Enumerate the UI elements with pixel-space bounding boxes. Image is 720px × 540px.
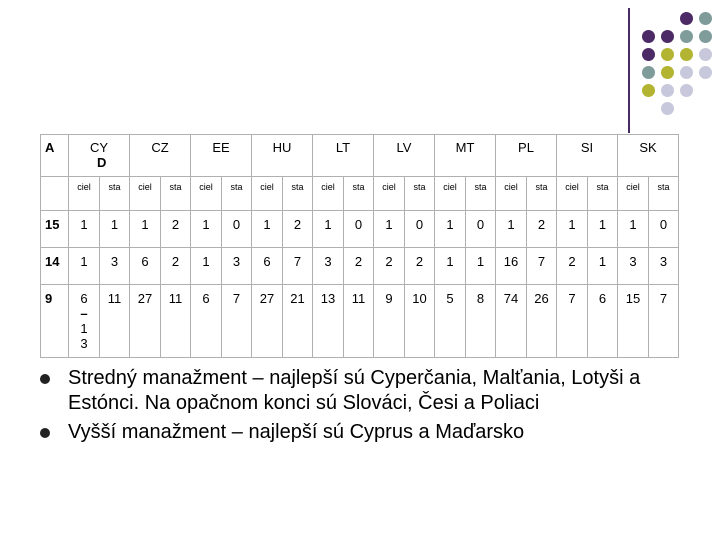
table-cell: 1 <box>496 211 527 248</box>
bullet-dot-icon <box>40 374 50 384</box>
decorative-dot <box>642 84 655 97</box>
sub-header-sta: sta <box>588 177 618 211</box>
table-cell: 2 <box>557 248 588 285</box>
table-cell: 10 <box>405 285 435 358</box>
sub-header-ciel: ciel <box>435 177 466 211</box>
decorative-dot <box>661 66 674 79</box>
table-cell: 6 <box>588 285 618 358</box>
sub-header-sta: sta <box>344 177 374 211</box>
table-cell: 1 <box>618 211 649 248</box>
cy-main-value: 6 <box>80 291 88 306</box>
country-header: EE <box>191 135 252 177</box>
table-cell: 7 <box>557 285 588 358</box>
sub-header-row <box>41 177 679 211</box>
table-cell: 1 <box>374 211 405 248</box>
table-cell: 0 <box>222 211 252 248</box>
table-cell: 3 <box>313 248 344 285</box>
decorative-dot <box>642 66 655 79</box>
table-cell: 2 <box>161 248 191 285</box>
data-table <box>40 134 679 358</box>
table-cell: 13 <box>313 285 344 358</box>
table-cell: 6 <box>130 248 161 285</box>
row-label: 9 <box>41 285 69 358</box>
decorative-dot <box>699 48 712 61</box>
table-cell: 3 <box>222 248 252 285</box>
bullet-dot-icon <box>40 428 50 438</box>
table-cell: 1 <box>557 211 588 248</box>
table-cell: 21 <box>283 285 313 358</box>
sub-header-sta: sta <box>161 177 191 211</box>
decorative-vertical-line <box>628 8 630 133</box>
decorative-dot <box>680 12 693 25</box>
decorative-dot <box>661 48 674 61</box>
country-header: LT <box>313 135 374 177</box>
table-cell: 2 <box>344 248 374 285</box>
table-cell: 26 <box>527 285 557 358</box>
country-header-cy <box>69 135 130 177</box>
table-cell: 1 <box>191 211 222 248</box>
country-header: HU <box>252 135 313 177</box>
bullet-item <box>40 366 700 416</box>
table-cell: 1 <box>313 211 344 248</box>
table-cell: 3 <box>649 248 679 285</box>
table-cell: 8 <box>466 285 496 358</box>
bullet-text: Vyšší manažment – najlepší sú Cyprus a Maďarsko <box>68 421 525 443</box>
sub-header-sta: sta <box>100 177 130 211</box>
table-cell: 0 <box>649 211 679 248</box>
table-cell: 0 <box>405 211 435 248</box>
decorative-dot <box>680 30 693 43</box>
table-cell: 1 <box>130 211 161 248</box>
table-cell: 2 <box>527 211 557 248</box>
table-cell: 1 <box>588 211 618 248</box>
decorative-dot <box>642 30 655 43</box>
table-cell: 6 <box>252 248 283 285</box>
table-cell: 15 <box>618 285 649 358</box>
sub-header-ciel: ciel <box>374 177 405 211</box>
sub-header-empty <box>41 177 69 211</box>
table-cell: 0 <box>344 211 374 248</box>
country-header: PL <box>496 135 557 177</box>
bullet-item <box>40 420 700 445</box>
cy-extra-2: 3 <box>80 336 88 351</box>
decorative-dot <box>661 30 674 43</box>
decorative-dot <box>699 66 712 79</box>
sub-header-ciel: ciel <box>557 177 588 211</box>
table-cell <box>69 285 100 358</box>
country-header: CZ <box>130 135 191 177</box>
table-row <box>41 248 679 285</box>
sub-header-ciel: ciel <box>313 177 344 211</box>
sub-header-sta: sta <box>649 177 679 211</box>
decorative-dot <box>642 48 655 61</box>
bullet-list <box>40 366 700 449</box>
cy-sub-label: D <box>97 155 107 170</box>
table-cell: 16 <box>496 248 527 285</box>
sub-header-sta: sta <box>466 177 496 211</box>
table-cell: 3 <box>618 248 649 285</box>
country-header: LV <box>374 135 435 177</box>
sub-header-sta: sta <box>283 177 313 211</box>
table-cell: 1 <box>588 248 618 285</box>
sub-header-ciel: ciel <box>191 177 222 211</box>
table-cell: 2 <box>374 248 405 285</box>
table-cell: 2 <box>161 211 191 248</box>
table-cell: 7 <box>283 248 313 285</box>
table-cell: 27 <box>252 285 283 358</box>
table-cell: 2 <box>405 248 435 285</box>
sub-header-ciel: ciel <box>130 177 161 211</box>
country-header-row <box>41 135 679 177</box>
table-cell: 7 <box>649 285 679 358</box>
decorative-dot <box>680 84 693 97</box>
table-cell: 11 <box>161 285 191 358</box>
table-cell: 1 <box>252 211 283 248</box>
decorative-dot <box>699 12 712 25</box>
decorative-dot <box>661 102 674 115</box>
country-header: MT <box>435 135 496 177</box>
table-cell: 7 <box>527 248 557 285</box>
decorative-dot <box>680 48 693 61</box>
table-cell: 1 <box>69 248 100 285</box>
cy-extra-dash: – <box>80 306 88 321</box>
table-cell: 74 <box>496 285 527 358</box>
table-row <box>41 211 679 248</box>
sub-header-ciel: ciel <box>618 177 649 211</box>
sub-header-ciel: ciel <box>252 177 283 211</box>
bullet-text: Stredný manažment – najlepší sú Cyperčania, Malťania, Lotyši a Estónci. Na opačnom konci sú Slováci, Česi a Poliaci <box>68 367 641 414</box>
corner-label: A <box>41 135 69 177</box>
cy-label: CY <box>89 140 109 155</box>
decorative-dot <box>699 30 712 43</box>
row-label: 15 <box>41 211 69 248</box>
sub-header-sta: sta <box>405 177 435 211</box>
table-cell: 9 <box>374 285 405 358</box>
country-header: SI <box>557 135 618 177</box>
row-label: 14 <box>41 248 69 285</box>
table-cell: 1 <box>69 211 100 248</box>
table-cell: 7 <box>222 285 252 358</box>
table-cell: 6 <box>191 285 222 358</box>
table-cell: 11 <box>344 285 374 358</box>
table-cell: 1 <box>435 248 466 285</box>
sub-header-sta: sta <box>527 177 557 211</box>
decorative-dot <box>661 84 674 97</box>
table-row <box>41 285 679 358</box>
table-cell: 1 <box>100 211 130 248</box>
table-cell: 11 <box>100 285 130 358</box>
table-cell: 1 <box>435 211 466 248</box>
decorative-dot-grid <box>628 8 720 128</box>
table-cell: 1 <box>191 248 222 285</box>
table-cell: 27 <box>130 285 161 358</box>
sub-header-ciel: ciel <box>69 177 100 211</box>
sub-header-sta: sta <box>222 177 252 211</box>
cy-extra-1: 1 <box>80 321 88 336</box>
decorative-dot <box>680 66 693 79</box>
table-cell: 0 <box>466 211 496 248</box>
sub-header-ciel: ciel <box>496 177 527 211</box>
table-cell: 1 <box>466 248 496 285</box>
table-cell: 3 <box>100 248 130 285</box>
table-cell: 5 <box>435 285 466 358</box>
table-cell: 2 <box>283 211 313 248</box>
cy-stack <box>80 291 87 351</box>
country-header: SK <box>618 135 679 177</box>
